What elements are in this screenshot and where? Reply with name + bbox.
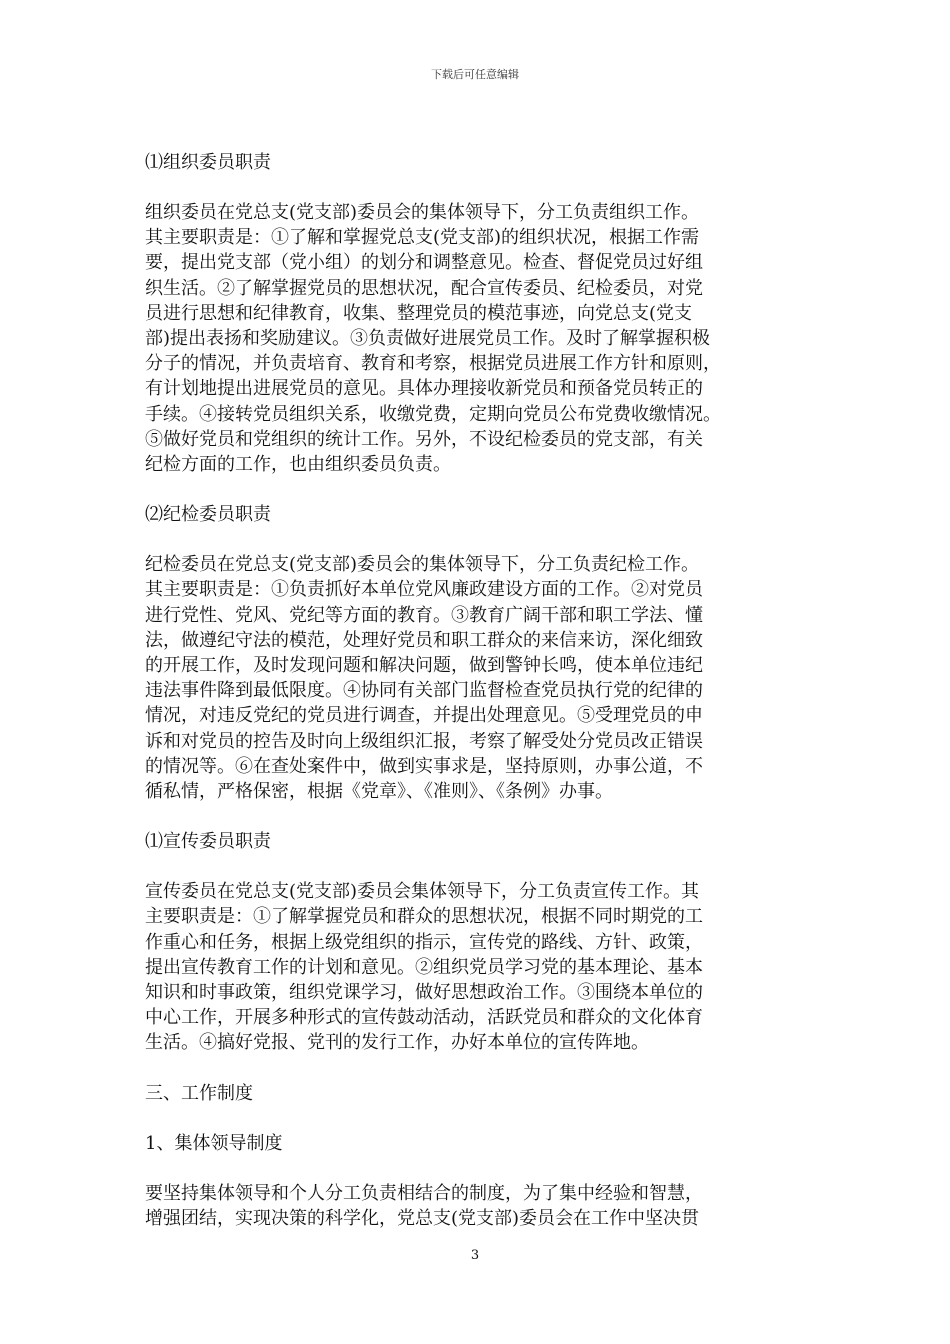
text-line: 织生活。②了解掌握党员的思想状况，配合宣传委员、纪检委员，对党 bbox=[145, 277, 703, 299]
text-line: 有计划地提出进展党员的意见。具体办理接收新党员和预备党员转正的 bbox=[145, 378, 703, 400]
text-line: 情况，对违反党纪的党员进行调查，并提出处理意见。⑤受理党员的申 bbox=[145, 705, 703, 727]
text-line: 部)提出表扬和奖励建议。③负责做好进展党员工作。及时了解掌握积极 bbox=[145, 328, 711, 350]
page-header: 下载后可任意编辑 bbox=[431, 68, 519, 81]
text-line: 其主要职责是：①了解和掌握党总支(党支部)的组织状况，根据工作需 bbox=[145, 227, 700, 249]
text-line: 生活。④搞好党报、党刊的发行工作，办好本单位的宣传阵地。 bbox=[145, 1032, 649, 1054]
text-line: 宣传委员在党总支(党支部)委员会集体领导下，分工负责宣传工作。其 bbox=[145, 881, 700, 903]
page-number: 3 bbox=[470, 1248, 480, 1263]
text-line: 提出宣传教育工作的计划和意见。②组织党员学习党的基本理论、基本 bbox=[145, 956, 703, 978]
text-line: 的开展工作，及时发现问题和解决问题，做到警钟长鸣，使本单位违纪 bbox=[145, 655, 703, 677]
section-heading-discipline: ⑵纪检委员职责 bbox=[145, 504, 271, 526]
section-heading-publicity: ⑴宣传委员职责 bbox=[145, 831, 271, 853]
text-line: 作重心和任务，根据上级党组织的指示，宣传党的路线、方针、政策， bbox=[145, 931, 703, 953]
paragraph-discipline-duties bbox=[145, 552, 810, 804]
text-line: 员进行思想和纪律教育，收集、整理党员的模范事迹，向党总支(党支 bbox=[145, 302, 693, 324]
paragraph-organization-duties bbox=[145, 200, 810, 477]
text-line: 要，提出党支部（党小组）的划分和调整意见。检查、督促党员过好组 bbox=[145, 252, 703, 274]
text-line: 的情况等。⑥在查处案件中，做到实事求是，坚持原则，办事公道，不 bbox=[145, 755, 703, 777]
text-line: 中心工作，开展多种形式的宣传鼓动活动，活跃党员和群众的文化体育 bbox=[145, 1007, 703, 1029]
text-line: 诉和对党员的控告及时向上级组织汇报，考察了解受处分党员改正错误 bbox=[145, 730, 703, 752]
text-line: 循私情，严格保密，根据《党章》、《准则》、《条例》办事。 bbox=[145, 781, 613, 803]
text-line: 纪检方面的工作，也由组织委员负责。 bbox=[145, 454, 451, 476]
text-line: 知识和时事政策，组织党课学习，做好思想政治工作。③围绕本单位的 bbox=[145, 982, 703, 1004]
section-heading-work-system: 三、工作制度 bbox=[145, 1082, 253, 1104]
text-line: 分子的情况，并负责培育、教育和考察，根据党员进展工作方针和原则， bbox=[145, 353, 721, 375]
text-line: 进行党性、党风、党纪等方面的教育。③教育广阔干部和职工学法、懂 bbox=[145, 604, 703, 626]
document-body bbox=[145, 150, 810, 1256]
text-line: 纪检委员在党总支(党支部)委员会的集体领导下，分工负责纪检工作。 bbox=[145, 554, 700, 576]
text-line: 法，做遵纪守法的模范，处理好党员和职工群众的来信来访，深化细致 bbox=[145, 629, 703, 651]
text-line: 手续。④接转党员组织关系，收缴党费，定期向党员公布党费收缴情况。 bbox=[145, 403, 721, 425]
text-line: 其主要职责是：①负责抓好本单位党风廉政建设方面的工作。②对党员 bbox=[145, 579, 703, 601]
text-line: ⑤做好党员和党组织的统计工作。另外，不设纪检委员的党支部，有关 bbox=[145, 428, 703, 450]
text-line: 违法事件降到最低限度。④协同有关部门监督检查党员执行党的纪律的 bbox=[145, 680, 703, 702]
text-line: 组织委员在党总支(党支部)委员会的集体领导下，分工负责组织工作。 bbox=[145, 202, 700, 223]
paragraph-publicity-duties bbox=[145, 879, 810, 1055]
text-line: 要坚持集体领导和个人分工负责相结合的制度，为了集中经验和智慧， bbox=[145, 1182, 703, 1204]
section-heading-organization: ⑴组织委员职责 bbox=[145, 152, 271, 173]
paragraph-collective-leadership bbox=[145, 1181, 810, 1231]
text-line: 增强团结，实现决策的科学化，党总支(党支部)委员会在工作中坚决贯 bbox=[145, 1207, 700, 1229]
text-line: 主要职责是：①了解掌握党员和群众的思想状况，根据不同时期党的工 bbox=[145, 906, 703, 928]
subsection-heading-collective-leadership: 1、集体领导制度 bbox=[145, 1132, 283, 1154]
